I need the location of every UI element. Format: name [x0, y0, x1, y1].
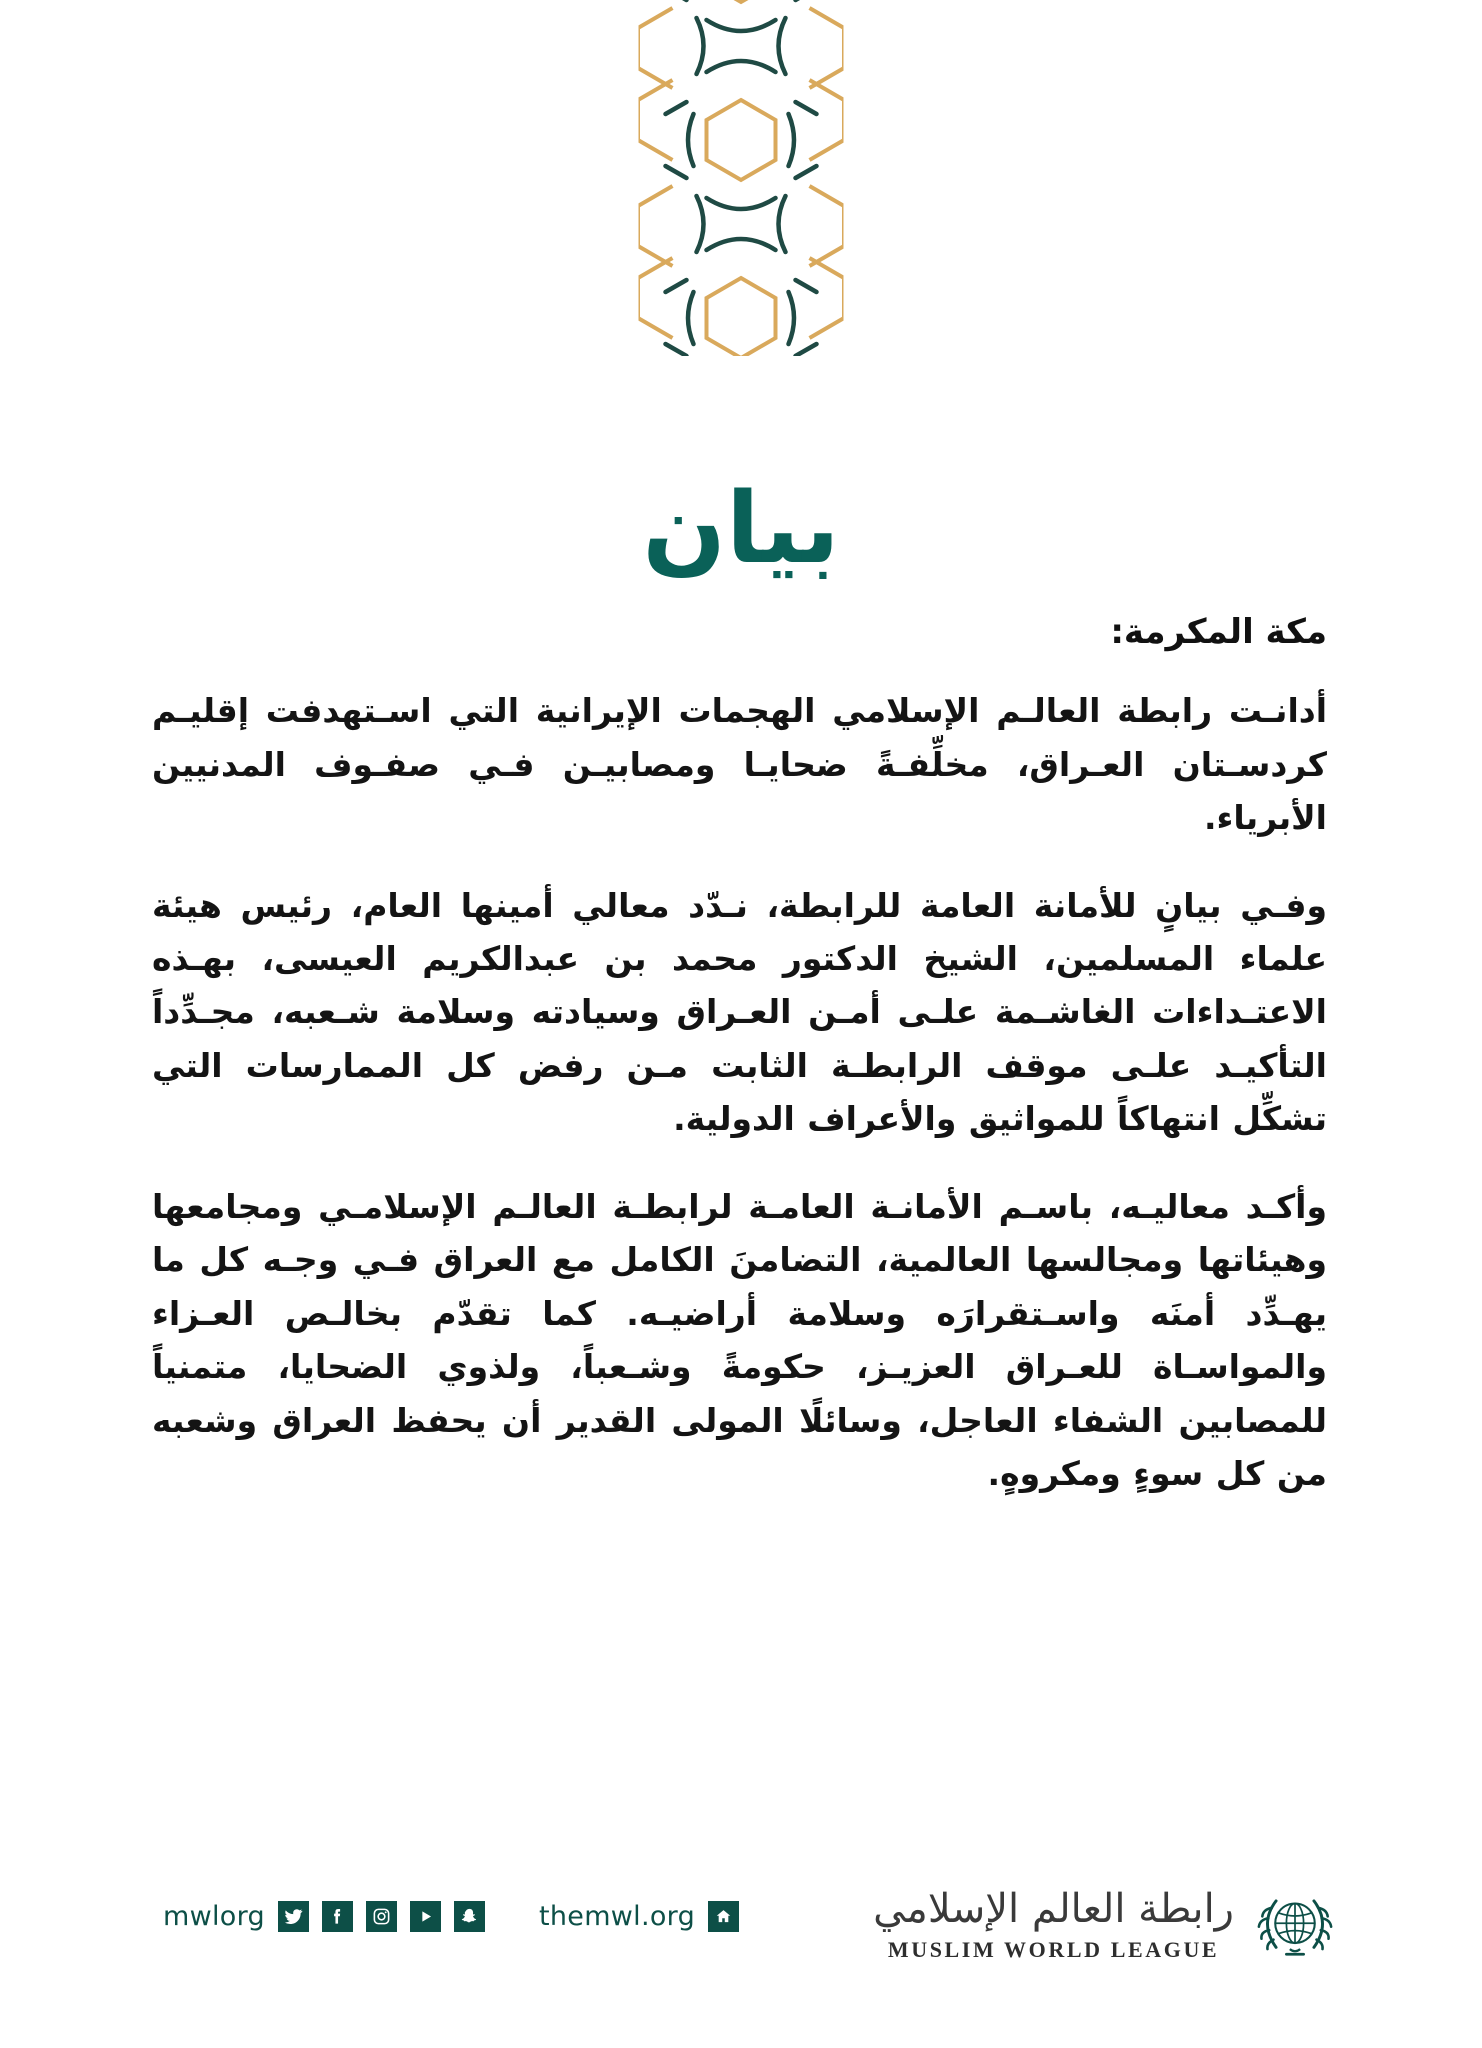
website-url-label[interactable]: themwl.org: [538, 1901, 696, 1932]
brand-text-block: [873, 1887, 1234, 1963]
youtube-icon[interactable]: [410, 1901, 441, 1932]
facebook-icon[interactable]: [322, 1901, 353, 1932]
paragraph-1: أدانـت رابطة العالـم الإسلامي الهجمات الإيرانية التي اسـتهدفت إقليـم كردسـتان العـراق، مخلِّفـةً ضحايـا ومصابيـن فـي صفـوف المدنيين الأبرياء.: [152, 691, 1327, 838]
page-footer: [0, 1788, 1482, 2048]
brand-name-arabic: رابطة العالم الإسلامي: [873, 1886, 1234, 1932]
instagram-icon[interactable]: [366, 1901, 397, 1932]
social-links-row: [163, 1901, 739, 1932]
islamic-hexagon-pattern-ornament: [639, 0, 844, 356]
twitter-icon[interactable]: [278, 1901, 309, 1932]
paragraph-3: وأكـد معاليـه، باسـم الأمانـة العامـة لرابطـة العالـم الإسلامـي ومجامعها وهيئاتها ومجالسها العالمية، التضامنَ الكامل مع العراق فـي وجـه كل ما يهـدِّد أمنَه واسـتقرارَه وسلامة أراضيـه. كما تقدّم بخالـص العـزاء والمواسـاة للعـراق العزيـز، حكومةً وشـعباً، ولذوي الضحايا، متمنياً للمصابين الشفاء العاجل، وسائلًا المولى القدير أن يحفظ العراق وشعبه من كل سوءٍ ومكروهٍ.: [152, 1186, 1327, 1494]
statement-body: [152, 610, 1327, 1501]
mwl-brand-lockup: [873, 1882, 1338, 1968]
brand-name-english: MUSLIM WORLD LEAGUE: [887, 1937, 1220, 1962]
globe-wreath-emblem: [1252, 1882, 1338, 1968]
page-title: بيان: [642, 471, 840, 586]
dateline: مكة المكرمة:: [1110, 612, 1327, 652]
paragraph-2: وفـي بيانٍ للأمانة العامة للرابطة، نـدّد معالي أمينها العام، رئيس هيئة علماء المسلمين، الشيخ الدكتور محمد بن عبدالكريم العيسى، بهـذه الاعتـداءات الغاشـمة علـى أمـن العـراق وسيادته وسلامة شـعبه، مجـدِّداً التأكيـد علـى موقف الرابطـة الثابت مـن رفض كل الممارسات التي تشكِّل انتهاكاً للمواثيق والأعراف الدولية.: [152, 885, 1327, 1139]
social-handle-label: mwlorg: [163, 1901, 265, 1932]
snapchat-icon[interactable]: [454, 1901, 485, 1932]
website-home-icon[interactable]: [708, 1901, 739, 1932]
